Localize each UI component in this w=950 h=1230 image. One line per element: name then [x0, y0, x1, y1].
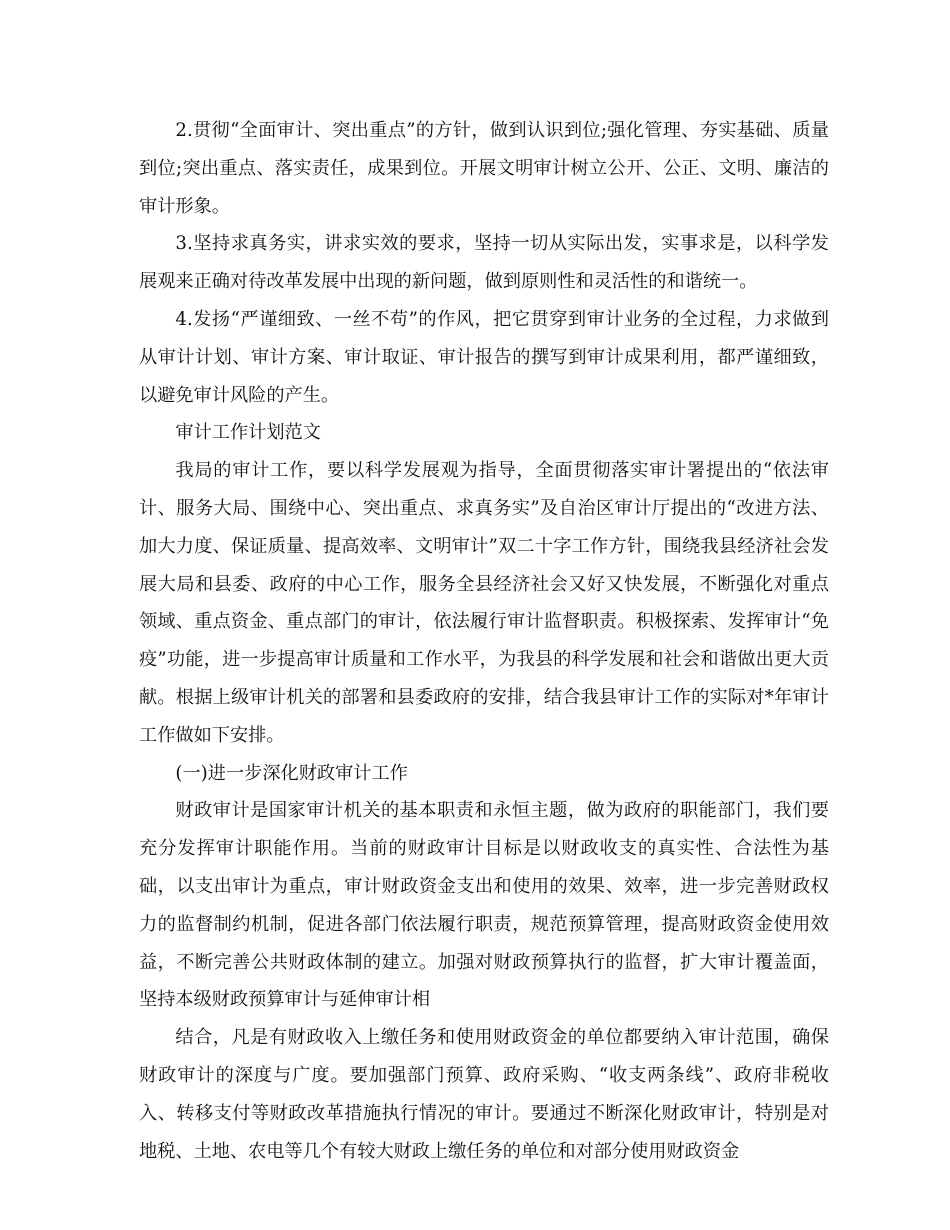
subsection-heading: (一)进一步深化财政审计工作 — [175, 762, 408, 784]
section-heading: 审计工作计划范文 — [175, 422, 321, 444]
paragraph-item-2: 2.贯彻“全面审计、突出重点”的方针，做到认识到位;强化管理、夯实基础、质量到位;突出重点、落实责任，成果到位。开展文明审计树立公开、公正、文明、廉洁的审计形象。 — [139, 120, 829, 217]
paragraph-fiscal-audit-continued: 结合，凡是有财政收入上缴任务和使用财政资金的单位都要纳入审计范围，确保财政审计的深度与广度。要加强部门预算、政府采购、“收支两条线”、政府非税收入、转移支付等财政改革措施执行情况的审计。要通过不断深化财政审计，特别是对地税、土地、农电等几个有较大财政上缴任务的单位和对部分使用财政资金 — [139, 1027, 829, 1162]
paragraph-item-3: 3.坚持求真务实，讲求实效的要求，坚持一切从实际出发，实事求是，以科学发展观来正确对待改革发展中出现的新问题，做到原则性和灵活性的和谐统一。 — [139, 233, 829, 293]
document-page — [139, 112, 829, 1170]
paragraph-fiscal-audit: 财政审计是国家审计机关的基本职责和永恒主题，做为政府的职能部门，我们要充分发挥审计职能作用。当前的财政审计目标是以财政收支的真实性、合法性为基础，以支出审计为重点，审计财政资金支出和使用的效果、效率，进一步完善财政权力的监督制约机制，促进各部门依法履行职责，规范预算管理，提高财政资金使用效益，不断完善公共财政体制的建立。加强对财政预算执行的监督，扩大审计覆盖面，坚持本级财政预算审计与延伸审计相 — [139, 800, 829, 1011]
paragraph-intro: 我局的审计工作，要以科学发展观为指导，全面贯彻落实审计署提出的“依法审计、服务大局、围绕中心、突出重点、求真务实”及自治区审计厅提出的“改进方法、加大力度、保证质量、提高效率、文明审计”双二十字工作方针，围绕我县经济社会发展大局和县委、政府的中心工作，服务全县经济社会又好又快发展，不断强化对重点领域、重点资金、重点部门的审计，依法履行审计监督职责。积极探索、发挥审计“免疫”功能，进一步提高审计质量和工作水平，为我县的科学发展和社会和谐做出更大贡献。根据上级审计机关的部署和县委政府的安排，结合我县审计工作的实际对*年审计工作做如下安排。 — [139, 460, 829, 746]
paragraph-item-4: 4.发扬“严谨细致、一丝不苟”的作风，把它贯穿到审计业务的全过程，力求做到从审计计划、审计方案、审计取证、审计报告的撰写到审计成果利用，都严谨细致，以避免审计风险的产生。 — [139, 308, 829, 406]
